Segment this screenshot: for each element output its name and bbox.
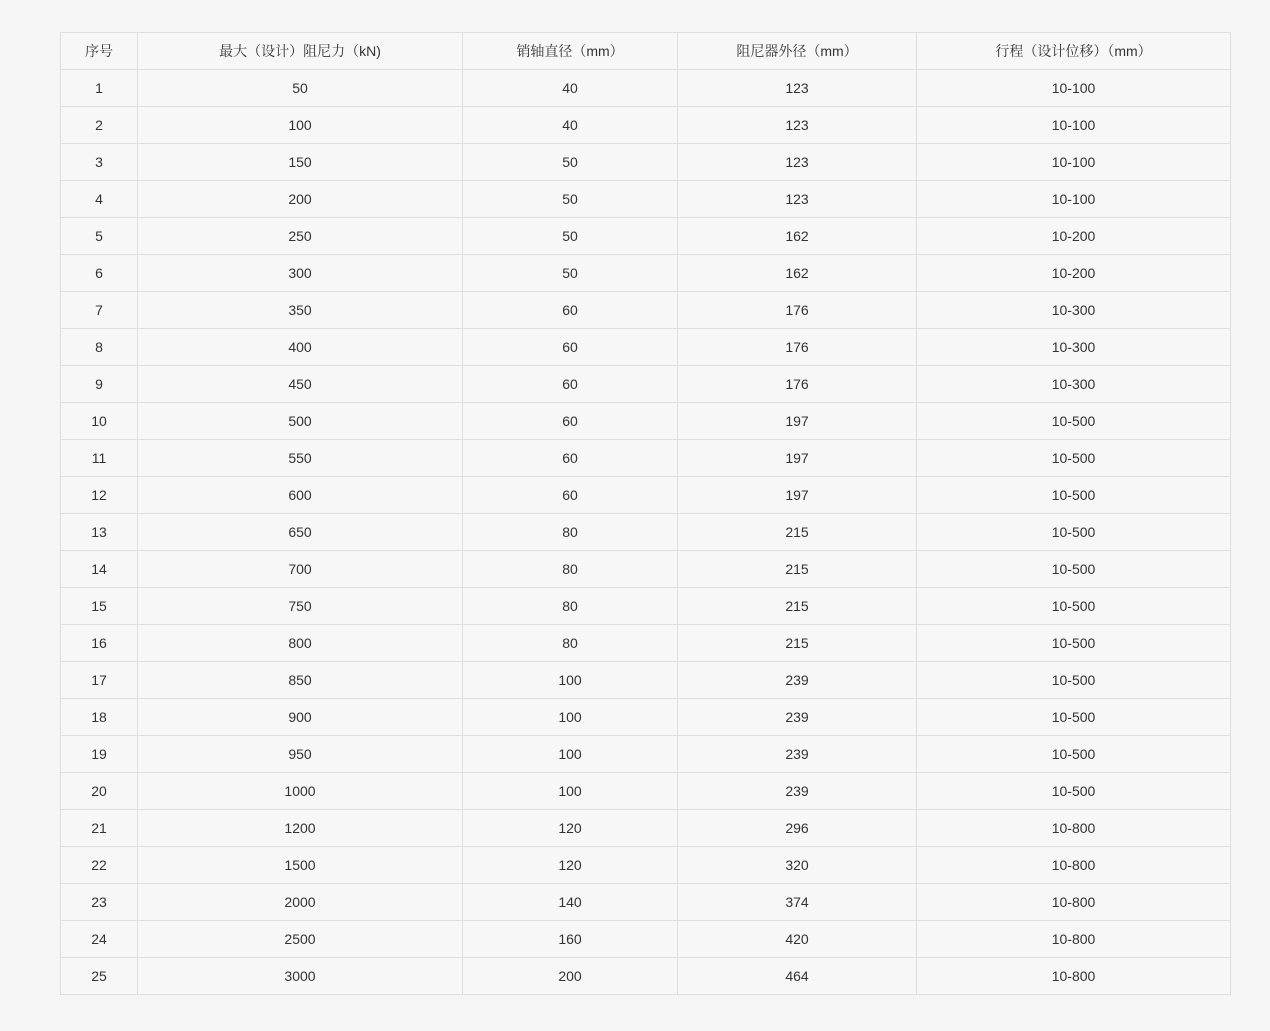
cell-max-damping-force: 3000 bbox=[138, 958, 463, 995]
table-row bbox=[61, 292, 1231, 329]
cell-index: 20 bbox=[61, 773, 138, 810]
cell-max-damping-force: 650 bbox=[138, 514, 463, 551]
cell-pin-diameter: 100 bbox=[463, 736, 678, 773]
cell-stroke: 10-100 bbox=[917, 107, 1231, 144]
table-row bbox=[61, 625, 1231, 662]
cell-damper-outer-diameter: 296 bbox=[678, 810, 917, 847]
cell-index: 14 bbox=[61, 551, 138, 588]
cell-damper-outer-diameter: 239 bbox=[678, 736, 917, 773]
cell-index: 5 bbox=[61, 218, 138, 255]
cell-pin-diameter: 80 bbox=[463, 551, 678, 588]
table-row bbox=[61, 107, 1231, 144]
cell-stroke: 10-500 bbox=[917, 551, 1231, 588]
cell-index: 8 bbox=[61, 329, 138, 366]
cell-damper-outer-diameter: 374 bbox=[678, 884, 917, 921]
cell-index: 23 bbox=[61, 884, 138, 921]
spec-table bbox=[60, 32, 1231, 995]
cell-max-damping-force: 350 bbox=[138, 292, 463, 329]
table-row bbox=[61, 588, 1231, 625]
table-row bbox=[61, 366, 1231, 403]
cell-stroke: 10-500 bbox=[917, 625, 1231, 662]
cell-max-damping-force: 950 bbox=[138, 736, 463, 773]
table-row bbox=[61, 440, 1231, 477]
cell-stroke: 10-300 bbox=[917, 292, 1231, 329]
cell-stroke: 10-800 bbox=[917, 884, 1231, 921]
cell-pin-diameter: 160 bbox=[463, 921, 678, 958]
cell-damper-outer-diameter: 215 bbox=[678, 551, 917, 588]
cell-pin-diameter: 60 bbox=[463, 366, 678, 403]
cell-damper-outer-diameter: 162 bbox=[678, 218, 917, 255]
cell-max-damping-force: 900 bbox=[138, 699, 463, 736]
cell-damper-outer-diameter: 239 bbox=[678, 773, 917, 810]
cell-index: 18 bbox=[61, 699, 138, 736]
cell-damper-outer-diameter: 123 bbox=[678, 144, 917, 181]
cell-damper-outer-diameter: 197 bbox=[678, 477, 917, 514]
cell-stroke: 10-300 bbox=[917, 329, 1231, 366]
header-damper-outer-diameter: 阻尼器外径（mm） bbox=[678, 33, 917, 70]
cell-max-damping-force: 1500 bbox=[138, 847, 463, 884]
cell-pin-diameter: 120 bbox=[463, 810, 678, 847]
cell-index: 21 bbox=[61, 810, 138, 847]
cell-pin-diameter: 80 bbox=[463, 514, 678, 551]
cell-stroke: 10-500 bbox=[917, 736, 1231, 773]
cell-damper-outer-diameter: 215 bbox=[678, 588, 917, 625]
cell-stroke: 10-100 bbox=[917, 70, 1231, 107]
cell-pin-diameter: 60 bbox=[463, 403, 678, 440]
cell-damper-outer-diameter: 239 bbox=[678, 662, 917, 699]
cell-pin-diameter: 120 bbox=[463, 847, 678, 884]
cell-pin-diameter: 60 bbox=[463, 292, 678, 329]
cell-max-damping-force: 850 bbox=[138, 662, 463, 699]
cell-pin-diameter: 50 bbox=[463, 181, 678, 218]
table-row bbox=[61, 218, 1231, 255]
cell-index: 16 bbox=[61, 625, 138, 662]
cell-damper-outer-diameter: 239 bbox=[678, 699, 917, 736]
table-row bbox=[61, 514, 1231, 551]
cell-pin-diameter: 40 bbox=[463, 107, 678, 144]
table-row bbox=[61, 847, 1231, 884]
cell-pin-diameter: 80 bbox=[463, 588, 678, 625]
cell-pin-diameter: 200 bbox=[463, 958, 678, 995]
table-row bbox=[61, 699, 1231, 736]
cell-damper-outer-diameter: 320 bbox=[678, 847, 917, 884]
cell-damper-outer-diameter: 197 bbox=[678, 403, 917, 440]
cell-damper-outer-diameter: 176 bbox=[678, 292, 917, 329]
header-max-damping-force: 最大（设计）阻尼力（kN) bbox=[138, 33, 463, 70]
table-row bbox=[61, 958, 1231, 995]
cell-damper-outer-diameter: 176 bbox=[678, 366, 917, 403]
cell-index: 15 bbox=[61, 588, 138, 625]
cell-damper-outer-diameter: 464 bbox=[678, 958, 917, 995]
cell-max-damping-force: 1000 bbox=[138, 773, 463, 810]
header-index: 序号 bbox=[61, 33, 138, 70]
cell-pin-diameter: 50 bbox=[463, 218, 678, 255]
cell-stroke: 10-500 bbox=[917, 440, 1231, 477]
cell-stroke: 10-500 bbox=[917, 773, 1231, 810]
cell-pin-diameter: 100 bbox=[463, 699, 678, 736]
cell-max-damping-force: 100 bbox=[138, 107, 463, 144]
cell-index: 9 bbox=[61, 366, 138, 403]
cell-max-damping-force: 600 bbox=[138, 477, 463, 514]
table-row bbox=[61, 70, 1231, 107]
table-body bbox=[61, 70, 1231, 995]
cell-max-damping-force: 800 bbox=[138, 625, 463, 662]
cell-index: 3 bbox=[61, 144, 138, 181]
cell-stroke: 10-500 bbox=[917, 477, 1231, 514]
cell-index: 19 bbox=[61, 736, 138, 773]
cell-stroke: 10-200 bbox=[917, 255, 1231, 292]
cell-max-damping-force: 300 bbox=[138, 255, 463, 292]
cell-stroke: 10-500 bbox=[917, 514, 1231, 551]
table-row bbox=[61, 884, 1231, 921]
cell-max-damping-force: 450 bbox=[138, 366, 463, 403]
cell-index: 1 bbox=[61, 70, 138, 107]
cell-pin-diameter: 60 bbox=[463, 329, 678, 366]
cell-stroke: 10-800 bbox=[917, 921, 1231, 958]
cell-stroke: 10-500 bbox=[917, 662, 1231, 699]
cell-index: 25 bbox=[61, 958, 138, 995]
cell-stroke: 10-800 bbox=[917, 847, 1231, 884]
spec-table-container bbox=[60, 32, 1230, 995]
cell-pin-diameter: 80 bbox=[463, 625, 678, 662]
cell-stroke: 10-800 bbox=[917, 958, 1231, 995]
cell-index: 4 bbox=[61, 181, 138, 218]
table-row bbox=[61, 773, 1231, 810]
cell-pin-diameter: 100 bbox=[463, 773, 678, 810]
cell-index: 22 bbox=[61, 847, 138, 884]
table-row bbox=[61, 255, 1231, 292]
table-row bbox=[61, 551, 1231, 588]
cell-stroke: 10-500 bbox=[917, 699, 1231, 736]
cell-index: 2 bbox=[61, 107, 138, 144]
cell-max-damping-force: 150 bbox=[138, 144, 463, 181]
cell-damper-outer-diameter: 197 bbox=[678, 440, 917, 477]
table-row bbox=[61, 810, 1231, 847]
cell-pin-diameter: 140 bbox=[463, 884, 678, 921]
header-pin-diameter: 销轴直径（mm） bbox=[463, 33, 678, 70]
cell-max-damping-force: 250 bbox=[138, 218, 463, 255]
table-row bbox=[61, 662, 1231, 699]
cell-index: 6 bbox=[61, 255, 138, 292]
cell-damper-outer-diameter: 215 bbox=[678, 625, 917, 662]
header-stroke: 行程（设计位移）（mm） bbox=[917, 33, 1231, 70]
cell-index: 11 bbox=[61, 440, 138, 477]
cell-max-damping-force: 500 bbox=[138, 403, 463, 440]
cell-pin-diameter: 100 bbox=[463, 662, 678, 699]
cell-max-damping-force: 1200 bbox=[138, 810, 463, 847]
cell-damper-outer-diameter: 123 bbox=[678, 181, 917, 218]
cell-stroke: 10-100 bbox=[917, 144, 1231, 181]
table-row bbox=[61, 921, 1231, 958]
table-row bbox=[61, 477, 1231, 514]
cell-pin-diameter: 50 bbox=[463, 144, 678, 181]
cell-max-damping-force: 200 bbox=[138, 181, 463, 218]
table-row bbox=[61, 144, 1231, 181]
cell-stroke: 10-800 bbox=[917, 810, 1231, 847]
table-header-row bbox=[61, 33, 1231, 70]
cell-damper-outer-diameter: 215 bbox=[678, 514, 917, 551]
table-row bbox=[61, 403, 1231, 440]
cell-damper-outer-diameter: 420 bbox=[678, 921, 917, 958]
cell-pin-diameter: 40 bbox=[463, 70, 678, 107]
cell-damper-outer-diameter: 162 bbox=[678, 255, 917, 292]
cell-damper-outer-diameter: 123 bbox=[678, 70, 917, 107]
cell-damper-outer-diameter: 176 bbox=[678, 329, 917, 366]
cell-index: 10 bbox=[61, 403, 138, 440]
cell-stroke: 10-300 bbox=[917, 366, 1231, 403]
cell-max-damping-force: 400 bbox=[138, 329, 463, 366]
cell-stroke: 10-500 bbox=[917, 588, 1231, 625]
cell-pin-diameter: 50 bbox=[463, 255, 678, 292]
cell-max-damping-force: 2500 bbox=[138, 921, 463, 958]
cell-stroke: 10-500 bbox=[917, 403, 1231, 440]
cell-index: 24 bbox=[61, 921, 138, 958]
cell-max-damping-force: 750 bbox=[138, 588, 463, 625]
cell-index: 7 bbox=[61, 292, 138, 329]
table-row bbox=[61, 329, 1231, 366]
cell-max-damping-force: 2000 bbox=[138, 884, 463, 921]
cell-stroke: 10-200 bbox=[917, 218, 1231, 255]
cell-max-damping-force: 550 bbox=[138, 440, 463, 477]
cell-stroke: 10-100 bbox=[917, 181, 1231, 218]
table-row bbox=[61, 736, 1231, 773]
cell-max-damping-force: 700 bbox=[138, 551, 463, 588]
cell-damper-outer-diameter: 123 bbox=[678, 107, 917, 144]
cell-index: 13 bbox=[61, 514, 138, 551]
cell-pin-diameter: 60 bbox=[463, 440, 678, 477]
cell-pin-diameter: 60 bbox=[463, 477, 678, 514]
cell-index: 12 bbox=[61, 477, 138, 514]
cell-index: 17 bbox=[61, 662, 138, 699]
table-row bbox=[61, 181, 1231, 218]
cell-max-damping-force: 50 bbox=[138, 70, 463, 107]
